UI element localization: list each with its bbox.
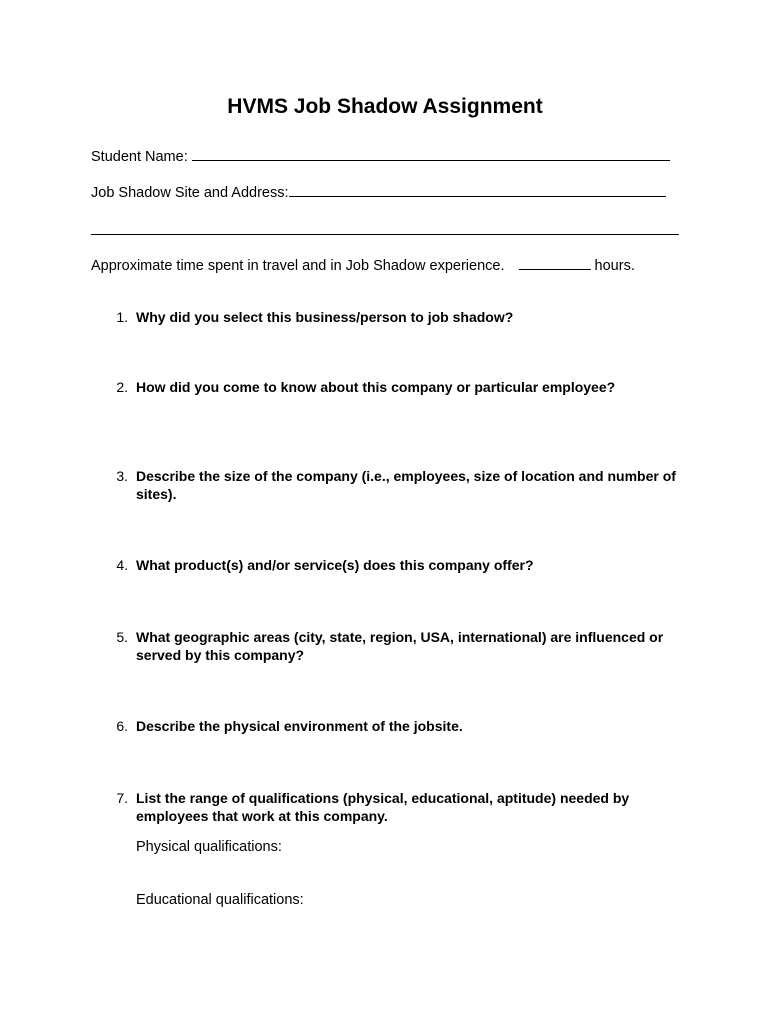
question-3 [110,467,680,503]
student-name-blank[interactable] [192,146,670,161]
question-number: 4. [116,557,128,573]
question-number: 5. [116,629,128,645]
question-text: List the range of qualifications (physical, educational, aptitude) needed by employees that work at this company. [136,790,630,824]
question-text: Describe the size of the company (i.e., employees, size of location and number of sites). [136,468,676,502]
question-text: Describe the physical environment of the jobsite. [136,718,463,734]
question-6 [110,717,680,735]
educational-qualifications-label: Educational qualifications: [136,892,304,908]
hours-label: hours. [594,258,635,274]
question-1 [110,308,680,326]
question-number: 6. [116,718,128,734]
question-number: 2. [116,379,128,395]
question-2 [110,378,680,396]
student-name-label: Student Name: [91,149,188,165]
question-5 [110,628,680,664]
site-address-label: Job Shadow Site and Address: [91,185,289,201]
physical-qualifications-label: Physical qualifications: [136,839,282,855]
question-7 [110,789,680,825]
student-name-row [91,146,670,166]
question-4 [110,556,680,574]
question-number: 7. [116,790,128,806]
time-row [91,255,635,275]
question-text: What geographic areas (city, state, region, USA, international) are influenced or served by this company? [136,629,664,663]
hours-blank[interactable] [519,255,591,270]
question-text: How did you come to know about this company or particular employee? [136,379,616,395]
question-number: 3. [116,468,128,484]
site-address-row [91,182,666,202]
site-address-second-line[interactable] [91,234,679,235]
question-text: Why did you select this business/person to job shadow? [136,309,514,325]
page-title: HVMS Job Shadow Assignment [227,95,543,118]
question-text: What product(s) and/or service(s) does this company offer? [136,557,534,573]
site-address-blank[interactable] [289,182,666,197]
question-number: 1. [116,309,128,325]
time-label: Approximate time spent in travel and in Job Shadow experience. [91,258,505,274]
